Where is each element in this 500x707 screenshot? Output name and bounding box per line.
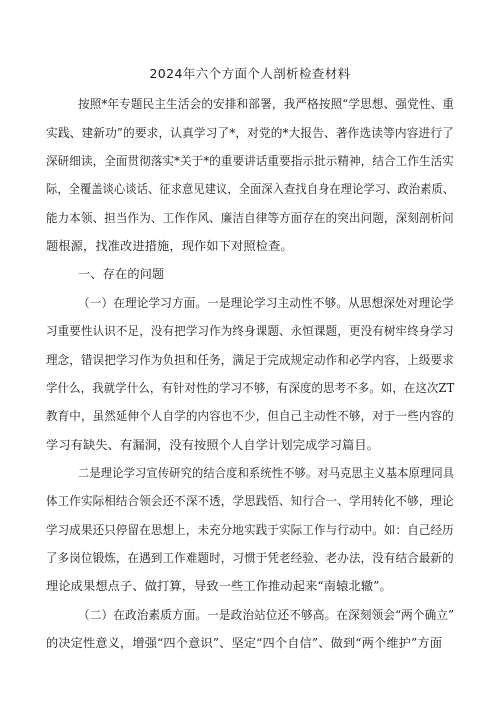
paragraph-line: 学习有缺失、有漏洞，没有按照个人自学计划完成学习篇目。 xyxy=(46,438,380,452)
paragraph-line: （二）在政治素质方面。一是政治站位还不够高。在深刻领会“两个确立” xyxy=(78,608,455,622)
section-heading: 一、存在的问题 xyxy=(78,267,165,281)
paragraph-line: 实践、建新功”的要求，认真学习了*，对党的*大报告、著作选读等内容进行了 xyxy=(46,126,454,140)
document-title: 2024年六个方面个人剖析检查材料 xyxy=(149,66,351,81)
paragraph-line: 深研细读，全面贯彻落实*关于*的重要讲话重要指示批示精神，结合工作生活实 xyxy=(46,154,454,168)
paragraph-line: 理论成果想点子、做打算，导致一些工作推动起来“南辕北辙”。 xyxy=(46,579,392,593)
paragraph-line: 二是理论学习宣传研究的结合度和系统性不够。对马克思主义基本原理同具 xyxy=(78,466,455,480)
paragraph-line: 体工作实际相结合领会还不深不透，学思践悟、知行合一、学用转化不够，理论 xyxy=(46,494,454,508)
paragraph-line: 题根源，找准改进措施，现作如下对照检查。 xyxy=(46,239,293,253)
paragraph-line: （一）在理论学习方面。一是理论学习主动性不够。从思想深处对理论学 xyxy=(78,296,454,310)
paragraph-line: 理念，错误把学习作为负担和任务，满足于完成规定动作和必学内容，上级要求 xyxy=(46,353,454,367)
paragraph-line: 习重要性认识不足，没有把学习作为终身课题、永恒课题，更没有树牢终身学习 xyxy=(46,324,454,338)
paragraph-line: 按照*年专题民主生活会的安排和部署，我严格按照“学思想、强党性、重 xyxy=(78,97,455,111)
paragraph-line: 教育中，虽然延伸个人自学的内容也不少，但自己主动性不够，对于一些内容的 xyxy=(46,409,454,423)
paragraph-line: 际，全覆盖谈心谈话、征求意见建议，全面深入查找自身在理论学习、政治素质、 xyxy=(46,182,455,196)
paragraph-line: 了多岗位锻炼，在遇到工作难题时，习惯于凭老经验、老办法，没有结合最新的 xyxy=(46,551,454,565)
paragraph-line: 的决定性意义，增强“四个意识”、坚定“四个自信”、做到“两个维护”方面 xyxy=(46,636,443,650)
paragraph-line: 学习成果还只停留在思想上，未充分地实践于实际工作与行动中。如：自己经历 xyxy=(46,523,454,537)
paragraph-line: 学什么，我就学什么，有针对性的学习不够，有深度的思考不多。如，在这次ZT xyxy=(46,381,455,395)
paragraph-line: 能力本领、担当作为、工作作风、廉洁自律等方面存在的突出问题，深刻剖析问 xyxy=(46,211,454,225)
